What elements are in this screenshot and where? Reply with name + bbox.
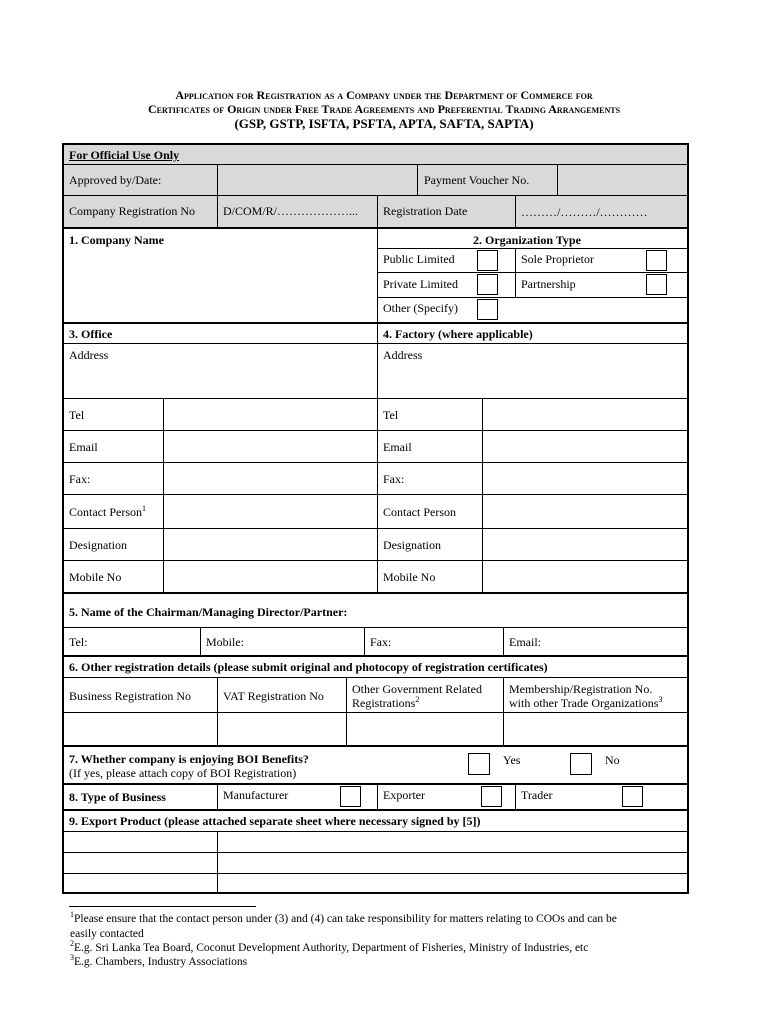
form-title-line3: (GSP, GSTP, ISFTA, PSFTA, APTA, SAFTA, SAPTA) <box>234 116 534 131</box>
chairman-tel-label: Tel: <box>69 635 88 649</box>
boi-note: (If yes, please attach copy of BOI Registration) <box>69 766 297 780</box>
footnote-1: $^1$Please ensure that the contact person under (3) and (4) can take responsibility for matters relating to COOs and can be <box>70 910 617 925</box>
other-specify-label: Other (Specify) <box>383 301 458 315</box>
official-use-heading: For Official Use Only <box>69 148 180 162</box>
footnote-ref-2: 2 <box>415 695 420 704</box>
office-designation-label: Designation <box>69 538 127 552</box>
public-limited-checkbox[interactable] <box>477 250 498 271</box>
vat-registration-field[interactable] <box>219 714 345 744</box>
chairman-heading: 5. Name of the Chairman/Managing Director/Partner: <box>69 605 348 619</box>
business-registration-field[interactable] <box>65 714 216 744</box>
membership-registration-label: Membership/Registration No. with other Trade Organizations$^3$ <box>509 682 663 710</box>
factory-fax-field[interactable] <box>484 464 686 493</box>
sole-proprietor-label: Sole Proprietor <box>521 252 594 266</box>
exporter-label: Exporter <box>383 788 425 802</box>
membership-registration-field[interactable] <box>505 714 686 744</box>
boi-yes-label: Yes <box>503 753 521 767</box>
factory-tel-field[interactable] <box>484 400 686 429</box>
factory-address-label: Address <box>383 348 423 362</box>
company-registration-label: Company Registration No <box>69 204 195 218</box>
office-email-label: Email <box>69 440 98 454</box>
trader-checkbox[interactable] <box>622 786 643 807</box>
office-address-label: Address <box>69 348 109 362</box>
office-tel-field[interactable] <box>165 400 376 429</box>
manufacturer-label: Manufacturer <box>223 788 289 802</box>
chairman-email-label: Email: <box>509 635 541 649</box>
factory-mobile-label: Mobile No <box>383 570 436 584</box>
factory-email-field[interactable] <box>484 432 686 461</box>
manufacturer-checkbox[interactable] <box>340 786 361 807</box>
office-tel-label: Tel <box>69 408 85 422</box>
office-contact-person-label: Contact Person$^1$ <box>69 504 146 519</box>
partnership-label: Partnership <box>521 277 576 291</box>
office-fax-label: Fax: <box>69 472 91 486</box>
office-fax-field[interactable] <box>165 464 376 493</box>
factory-email-label: Email <box>383 440 412 454</box>
partnership-checkbox[interactable] <box>646 274 667 295</box>
export-product-row[interactable] <box>65 854 686 872</box>
footnote-separator <box>69 906 256 907</box>
form-title-line2: Certificates of Origin under Free Trade Agreements and Preferential Trading Arrangements <box>147 102 621 116</box>
payment-voucher-field[interactable] <box>559 166 686 194</box>
other-specify-checkbox[interactable] <box>477 299 498 320</box>
factory-tel-label: Tel <box>383 408 399 422</box>
other-registration-heading: 6. Other registration details (please submit original and photocopy of registration certificates) <box>69 660 548 674</box>
factory-contact-person-field[interactable] <box>484 496 686 527</box>
form-title-line1: Application for Registration as a Company under the Department of Commerce for <box>175 88 593 102</box>
private-limited-checkbox[interactable] <box>477 274 498 295</box>
export-product-row[interactable] <box>65 833 686 851</box>
factory-heading: 4. Factory (where applicable) <box>383 327 533 341</box>
office-designation-field[interactable] <box>165 530 376 559</box>
factory-designation-label: Designation <box>383 538 441 552</box>
organization-type-heading: 2. Organization Type <box>473 233 581 247</box>
trader-label: Trader <box>521 788 553 802</box>
footnote-2: $^2$E.g. Sri Lanka Tea Board, Coconut Development Authority, Department of Fisheries, Ministry of Industries, etc <box>70 939 589 954</box>
vat-registration-label: VAT Registration No <box>223 689 324 703</box>
payment-voucher-label: Payment Voucher No. <box>424 173 530 187</box>
sole-proprietor-checkbox[interactable] <box>646 250 667 271</box>
office-mobile-label: Mobile No <box>69 570 122 584</box>
registration-date-field[interactable]: ………/………/………… <box>521 205 648 219</box>
company-name-heading: 1. Company Name <box>69 233 164 247</box>
business-type-heading: 8. Type of Business <box>69 790 166 804</box>
registration-code-field[interactable]: D/COM/R/………………... <box>223 204 359 218</box>
business-registration-label: Business Registration No <box>69 689 191 703</box>
footnote-3: $^3$E.g. Chambers, Industry Associations <box>70 953 248 968</box>
approved-by-label: Approved by/Date: <box>69 173 162 187</box>
factory-fax-label: Fax: <box>383 472 405 486</box>
factory-contact-person-label: Contact Person <box>383 505 456 519</box>
factory-designation-field[interactable] <box>484 530 686 559</box>
boi-no-label: No <box>605 753 620 767</box>
factory-address-field[interactable] <box>379 362 686 397</box>
factory-mobile-field[interactable] <box>484 562 686 591</box>
public-limited-label: Public Limited <box>383 252 455 266</box>
company-name-field[interactable] <box>65 249 375 321</box>
other-gov-registration-label: Other Government Related Registrations$^2$ <box>352 682 482 710</box>
footnote-1-continued: easily contacted <box>70 928 144 940</box>
footnote-ref-3: 3 <box>658 695 663 704</box>
office-mobile-field[interactable] <box>165 562 376 591</box>
export-product-row[interactable] <box>65 875 686 891</box>
office-heading: 3. Office <box>69 327 113 341</box>
boi-no-checkbox[interactable] <box>570 753 592 775</box>
exporter-checkbox[interactable] <box>481 786 502 807</box>
boi-yes-checkbox[interactable] <box>468 753 490 775</box>
chairman-mobile-label: Mobile: <box>206 635 244 649</box>
office-contact-person-field[interactable] <box>165 496 376 527</box>
approved-by-field[interactable] <box>219 166 416 194</box>
registration-date-label: Registration Date <box>383 204 468 218</box>
office-email-field[interactable] <box>165 432 376 461</box>
office-address-field[interactable] <box>65 362 375 397</box>
private-limited-label: Private Limited <box>383 277 458 291</box>
export-product-heading: 9. Export Product (please attached separate sheet where necessary signed by [5]) <box>69 814 481 828</box>
chairman-fax-label: Fax: <box>370 635 392 649</box>
other-gov-registration-field[interactable] <box>348 714 502 744</box>
boi-heading: 7. Whether company is enjoying BOI Benefits? <box>69 752 309 766</box>
footnote-ref-1: 1 <box>142 504 146 513</box>
